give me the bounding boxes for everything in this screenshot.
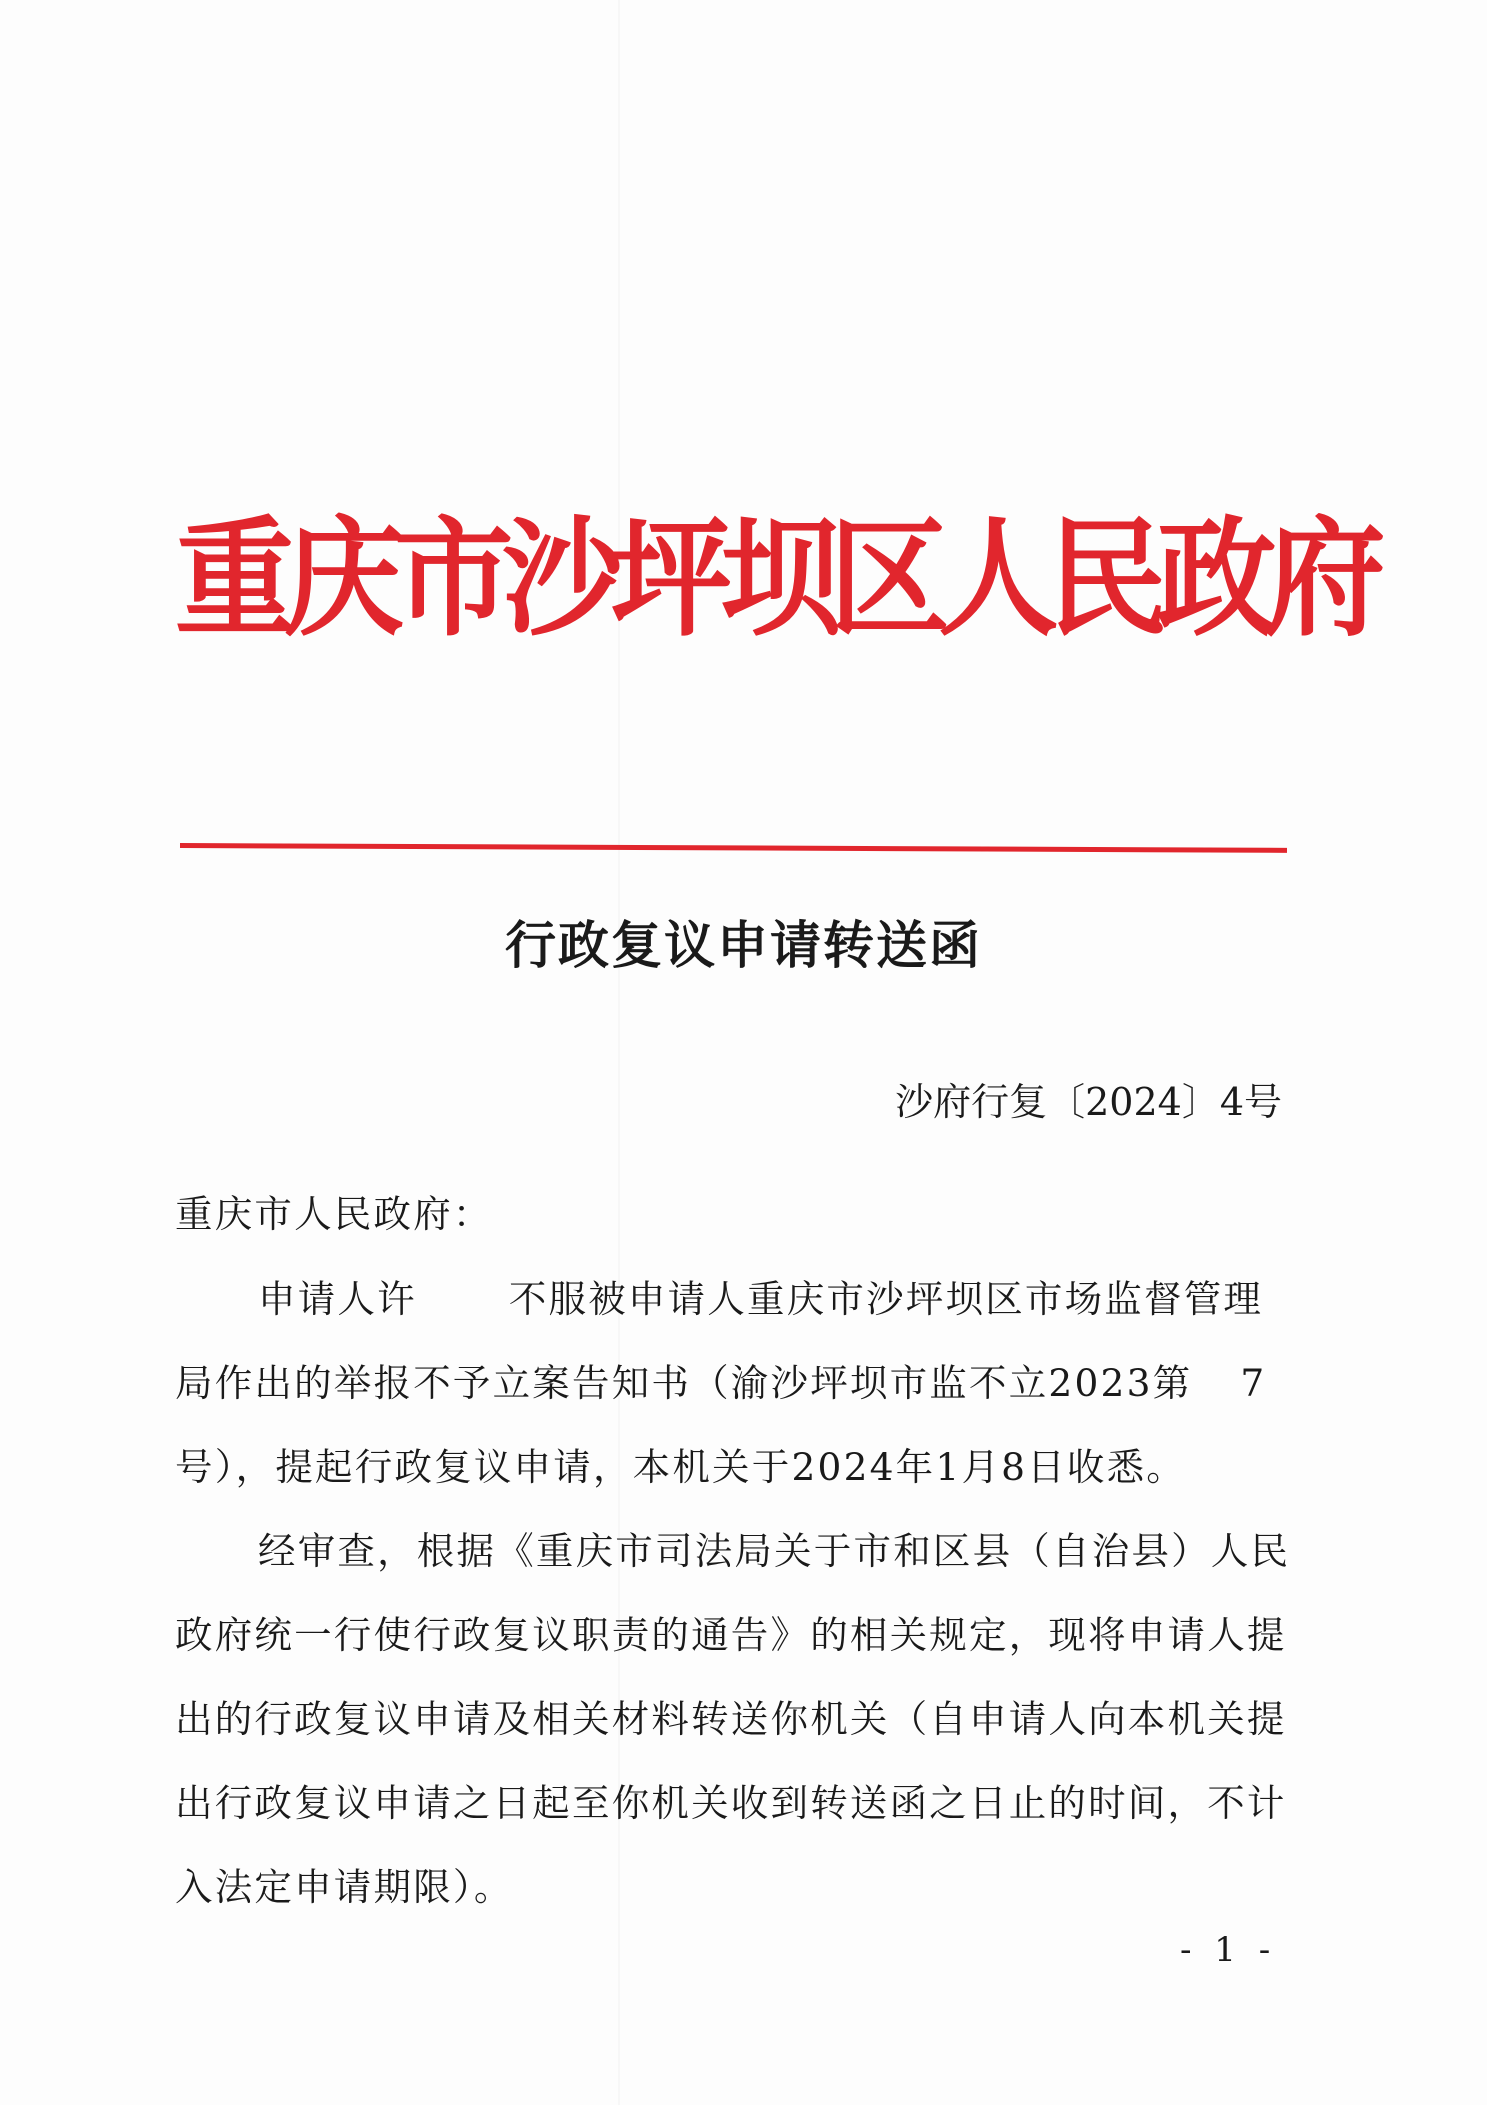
paragraph-1-line-1 bbox=[258, 1267, 1263, 1331]
document-number: 沙府行复〔2024〕4号 bbox=[895, 1080, 1282, 1124]
paragraph-2-line-3: 出的行政复议申请及相关材料转送你机关（自申请人向本机关提 bbox=[175, 1697, 1287, 1741]
page-number: - 1 - bbox=[1180, 1930, 1277, 1970]
paragraph-2-line-4: 出行政复议申请之日起至你机关收到转送函之日止的时间，不计 bbox=[175, 1781, 1287, 1825]
case-number: 7 bbox=[1240, 1361, 1267, 1405]
paragraph-1-line-1-text: 不服被申请人重庆市沙坪坝区市场监督管理 bbox=[508, 1277, 1264, 1321]
document-title: 行政复议申请转送函 bbox=[504, 917, 982, 976]
addressee: 重庆市人民政府： bbox=[175, 1192, 493, 1236]
paragraph-1-line-2 bbox=[175, 1351, 1266, 1415]
paragraph-2-line-2: 政府统一行使行政复议职责的通告》的相关规定，现将申请人提 bbox=[175, 1613, 1287, 1657]
red-separator-line bbox=[180, 843, 1287, 853]
paragraph-1-line-3: 号），提起行政复议申请，本机关于2024年1月8日收悉。 bbox=[175, 1445, 1186, 1489]
issuing-authority-header: 重庆市沙坪坝区人民政府 bbox=[175, 505, 1375, 654]
paragraph-2-line-5: 入法定申请期限）。 bbox=[175, 1865, 514, 1909]
paragraph-2-line-1: 经审查，根据《重庆市司法局关于市和区县（自治县）人民 bbox=[258, 1529, 1291, 1573]
applicant-label: 申请人许 bbox=[258, 1277, 417, 1321]
paragraph-1-line-2-text: 局作出的举报不予立案告知书（渝沙坪坝市监不立2023第 bbox=[175, 1361, 1193, 1405]
